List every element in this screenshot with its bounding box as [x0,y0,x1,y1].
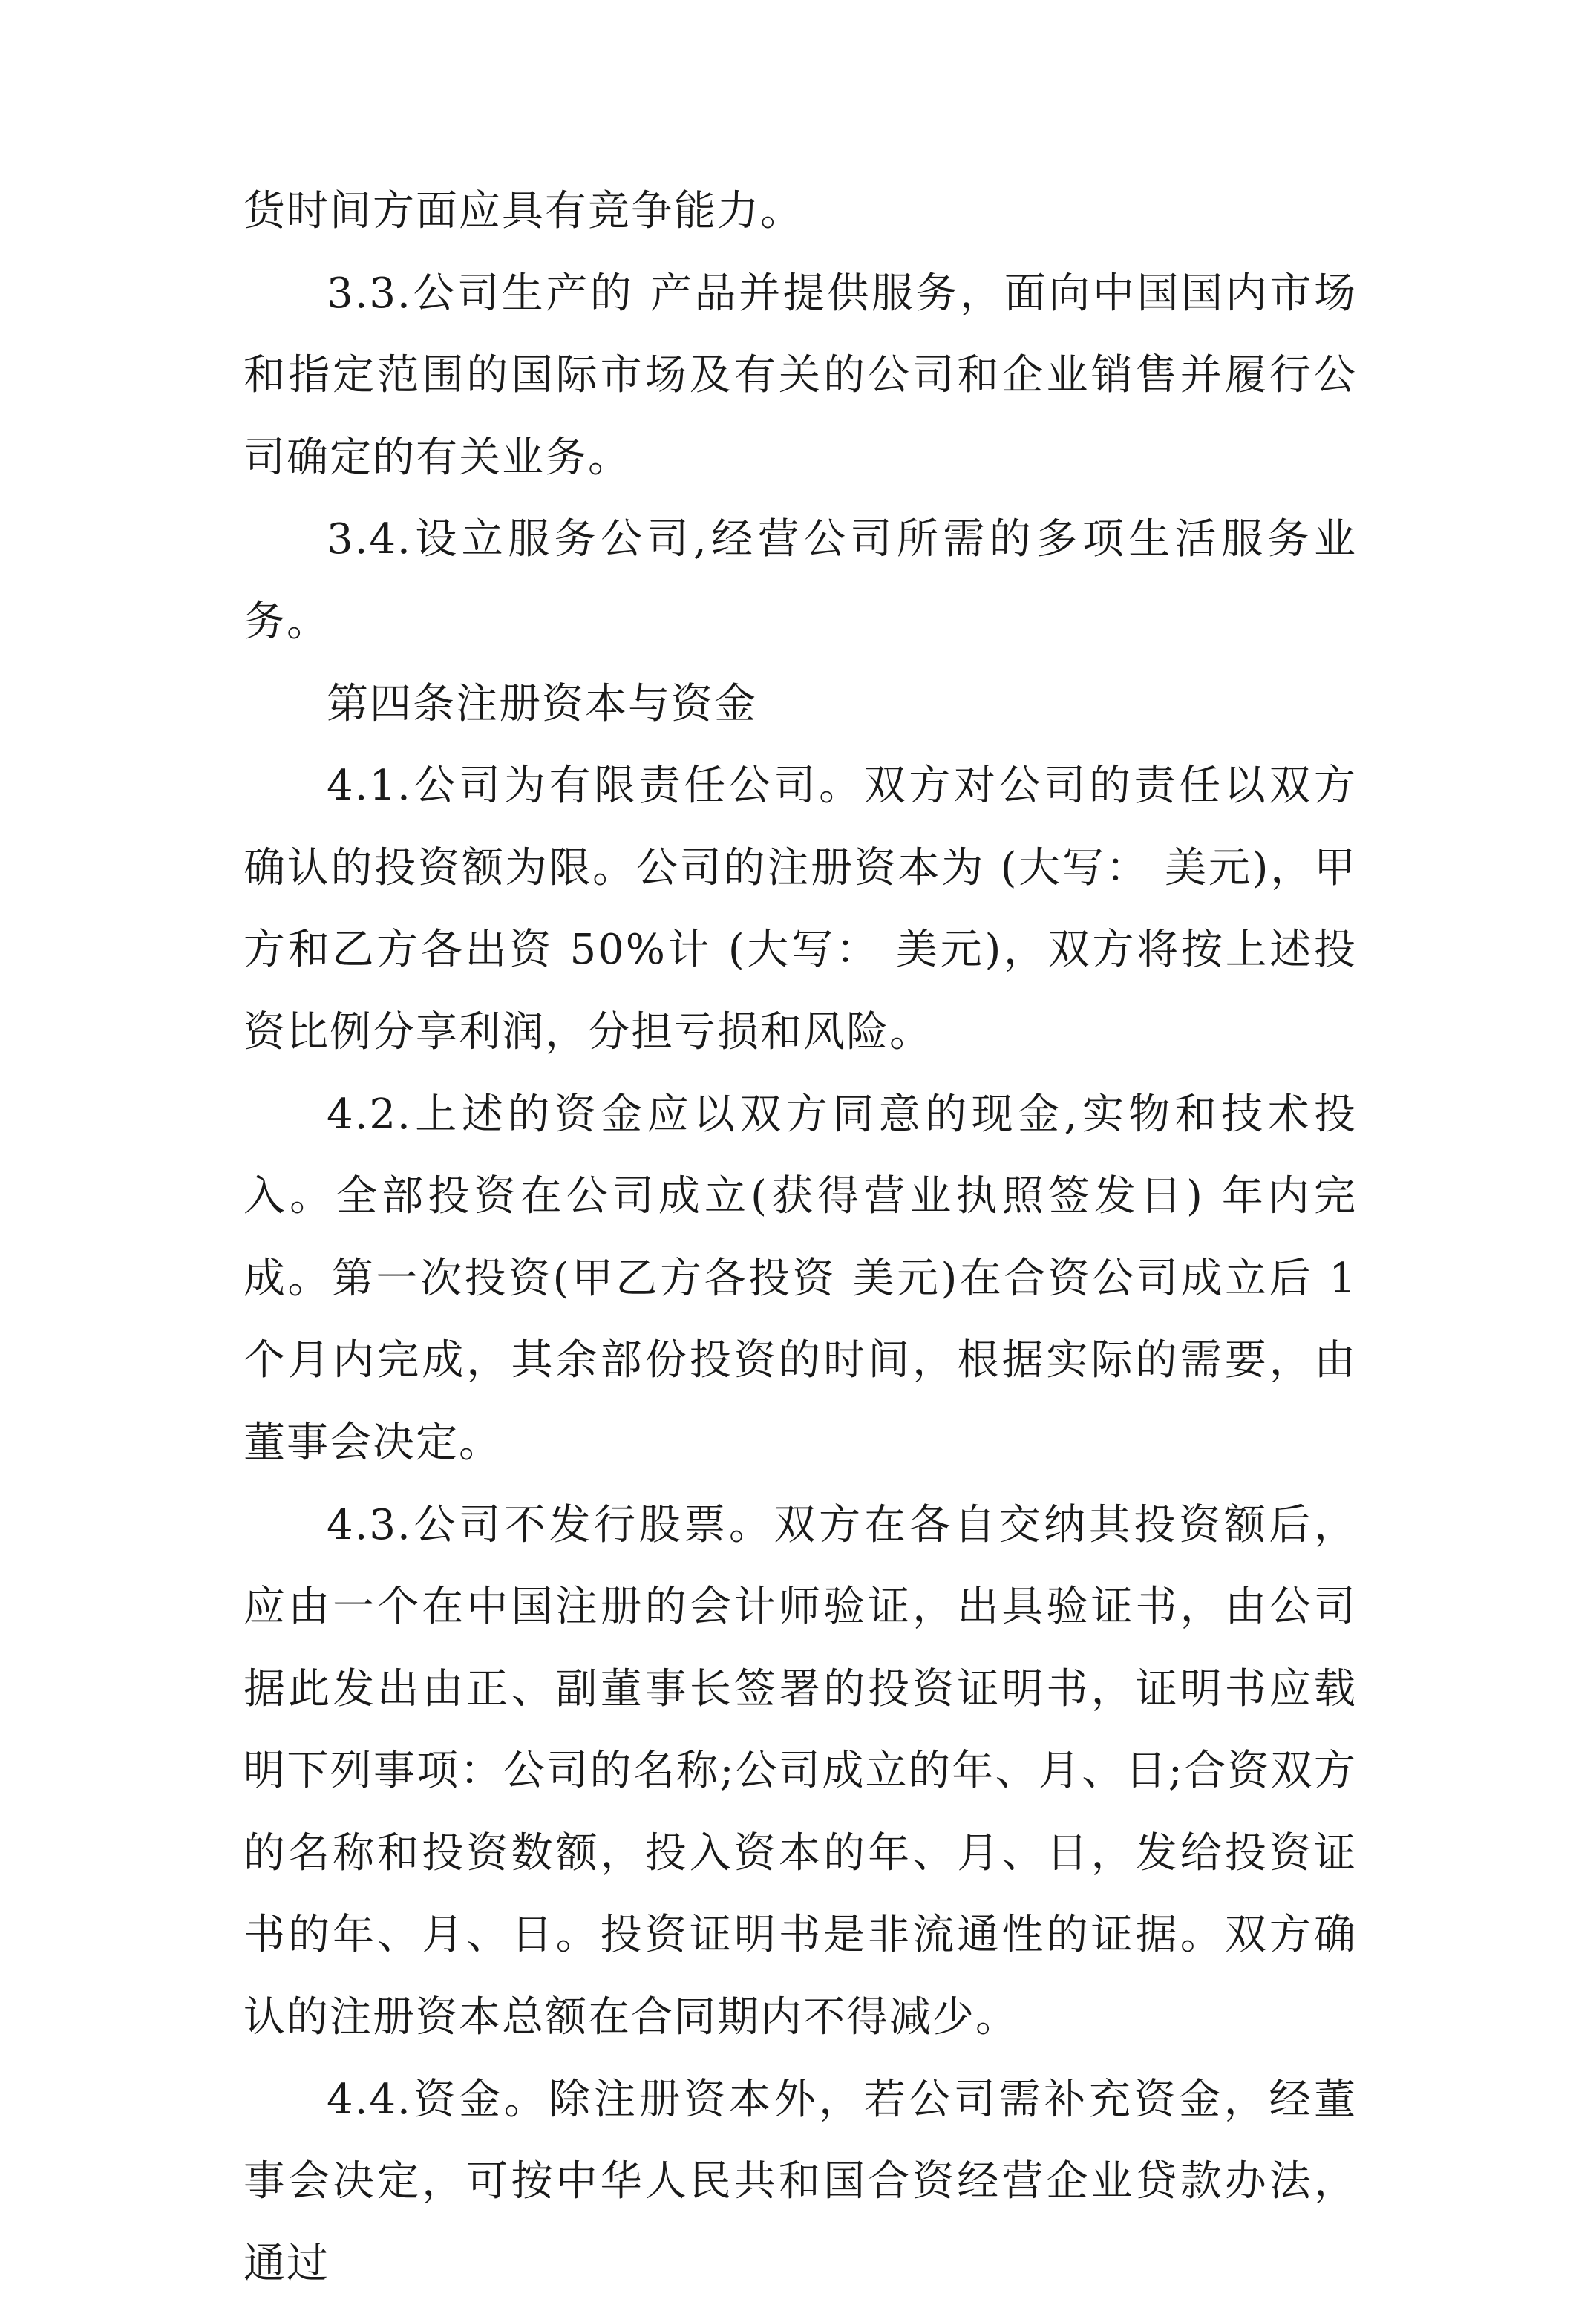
paragraph-4-1: 4.1.公司为有限责任公司。双方对公司的责任以双方确认的投资额为限。公司的注册资本为 (大写： 美元)，甲方和乙方各出资 50%计 (大写： 美元)，双方将按上述投资比例分享利润，分担亏损和风险。 [243,762,1357,1056]
paragraph-4-3: 4.3.公司不发行股票。双方在各自交纳其投资额后，应由一个在中国注册的会计师验证，出具验证书，由公司据此发出由正、副董事长签署的投资证明书，证明书应载明下列事项：公司的名称;公司成立的年、月、日;合资双方的名称和投资数额，投入资本的年、月、日，发给投资证书的年、月、日。投资证明书是非流通性的证据。双方确认的注册资本总额在合同期内不得减少。 [243,1500,1357,2042]
paragraph-3-4: 3.4.设立服务公司,经营公司所需的多项生活服务业务。 [243,515,1357,646]
document-body [243,171,1357,2305]
section-heading-article-4: 第四条注册资本与资金 [327,679,757,728]
paragraph-4-4: 4.4.资金。除注册资本外，若公司需补充资金，经董事会决定，可按中华人民共和国合资经营企业贷款办法，通过 [243,2075,1357,2288]
paragraph-3-3: 3.3.公司生产的 产品并提供服务，面向中国国内市场和指定范围的国际市场及有关的公司和企业销售并履行公司确定的有关业务。 [243,269,1357,482]
paragraph-4-2: 4.2.上述的资金应以双方同意的现金,实物和技术投入。全部投资在公司成立(获得营业执照签发日) 年内完成。第一次投资(甲乙方各投资 美元)在合资公司成立后 1 个月内完成，其余部份投资的时间，根据实际的需要，由董事会决定。 [243,1090,1357,1467]
paragraph-continuation: 货时间方面应具有竞争能力。 [243,187,803,235]
